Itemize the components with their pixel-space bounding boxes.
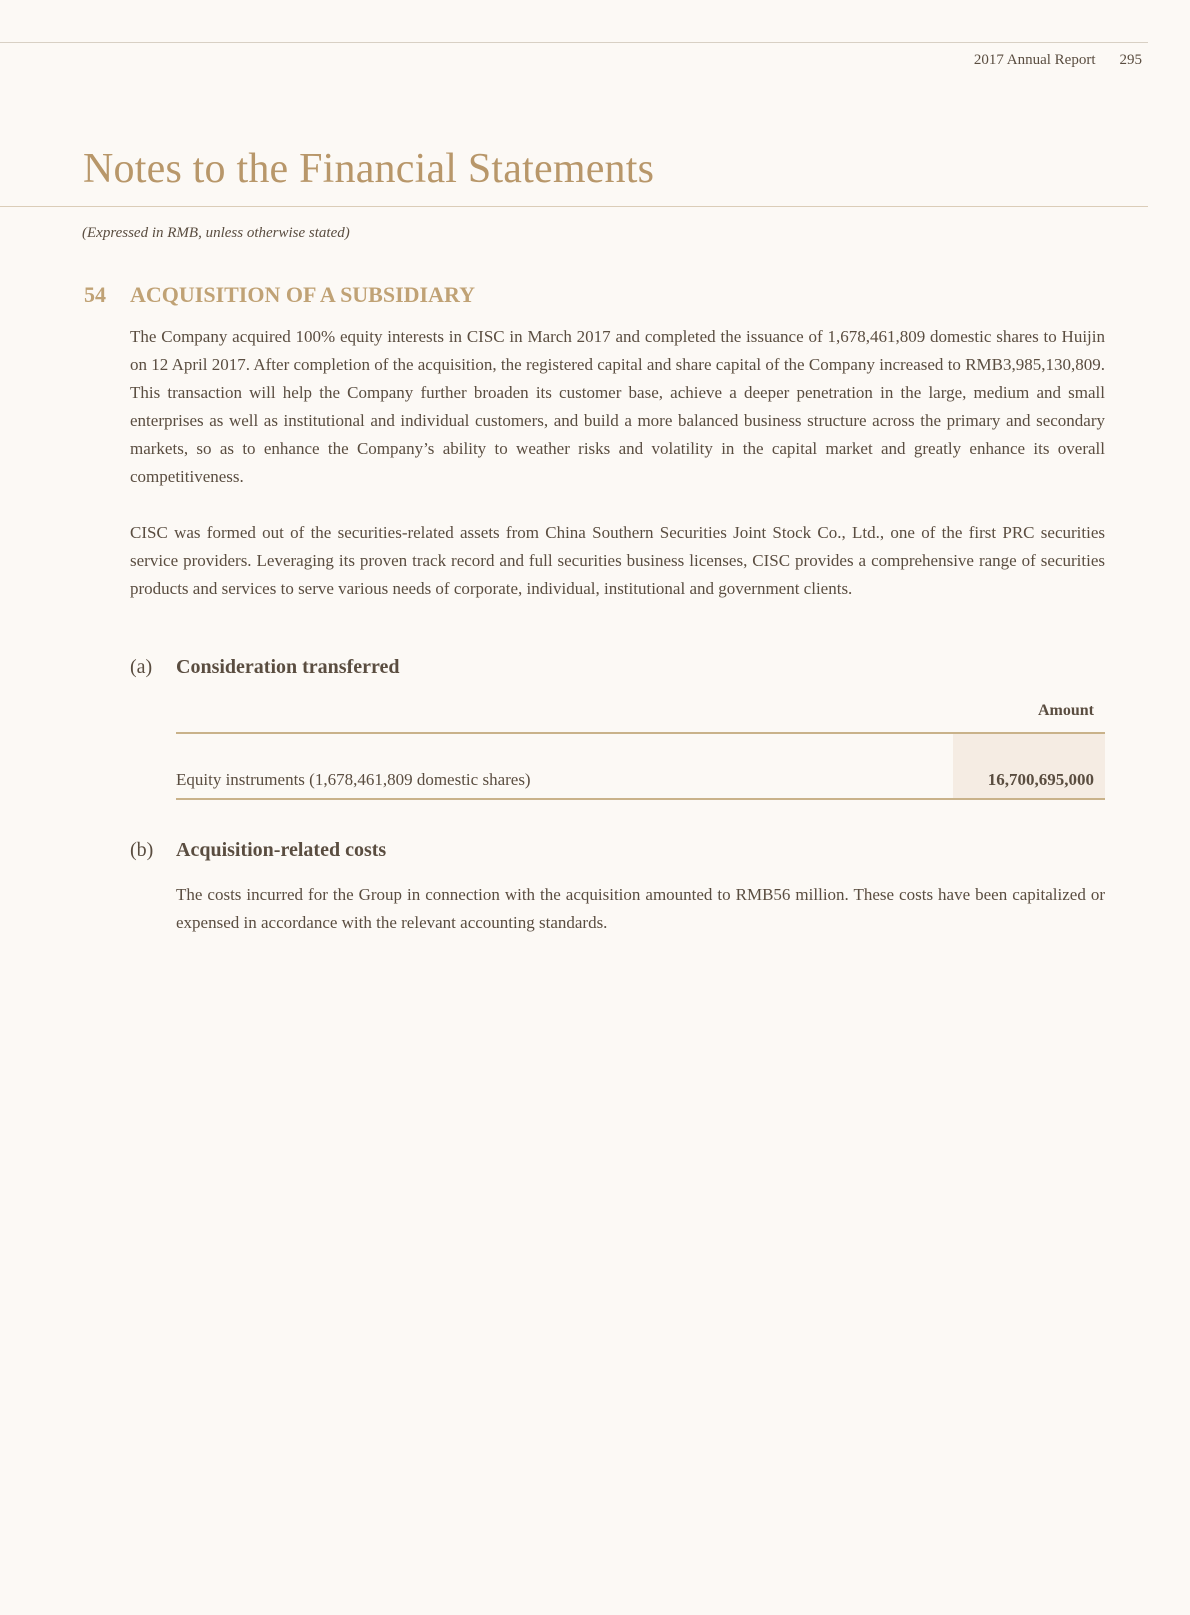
paragraph-acquisition-overview: The Company acquired 100% equity interests in CISC in March 2017 and completed the issuance of 1,678,461,809 domestic shares to Huijin on 12 April 2017. After completion of the acquisition, the registered capital and share capital of the Company increased to RMB3,985,130,809. This transaction will help the Company further broaden its customer base, achieve a deeper penetration in the large, medium and small enterprises as well as institutional and individual customers, and build a more balanced business structure across the primary and secondary markets, so as to enhance the Company’s ability to weather risks and volatility in the capital market and greatly enhance its overall competitiveness.	[130, 327, 1105, 486]
row-amount: 16,700,695,000	[953, 734, 1105, 798]
running-header	[974, 52, 1142, 69]
section-number: 54	[84, 282, 106, 307]
row-description: Equity instruments (1,678,461,809 domestic shares)	[176, 770, 531, 789]
section-heading	[84, 282, 475, 308]
page-number: 295	[1119, 52, 1142, 68]
top-rule	[0, 42, 1148, 43]
subsection-b-heading	[130, 839, 386, 862]
report-name: 2017 Annual Report	[973, 52, 1096, 68]
table-header	[176, 700, 1105, 732]
subsection-b-label: (b)	[130, 839, 154, 861]
paragraph-cisc-background: CISC was formed out of the securities-related assets from China Southern Securities Joint Stock Co., Ltd., one of the first PRC securities service providers. Leveraging its proven track record and full securities business licenses, CISC provides a comprehensive range of securities products and services to serve various needs of corporate, individual, institutional and government clients.	[130, 523, 1105, 598]
subsection-a-label: (a)	[130, 656, 153, 678]
subsection-a-heading	[130, 656, 400, 679]
column-header-amount: Amount	[1037, 702, 1094, 719]
subsection-b-title: Acquisition-related costs	[176, 839, 387, 861]
title-rule	[0, 206, 1148, 207]
consideration-table	[176, 700, 1105, 800]
page-subtitle: (Expressed in RMB, unless otherwise stated)	[82, 225, 350, 241]
subsection-a-title: Consideration transferred	[176, 656, 400, 678]
table-row	[176, 734, 1105, 798]
table-bottom-rule	[176, 798, 1105, 800]
paragraph-acquisition-costs: The costs incurred for the Group in connection with the acquisition amounted to RMB56 million. These costs have been capitalized or expensed in accordance with the relevant accounting standards.	[176, 885, 1105, 932]
page-title: Notes to the Financial Statements	[83, 146, 655, 192]
section-title: ACQUISITION OF A SUBSIDIARY	[130, 282, 475, 307]
